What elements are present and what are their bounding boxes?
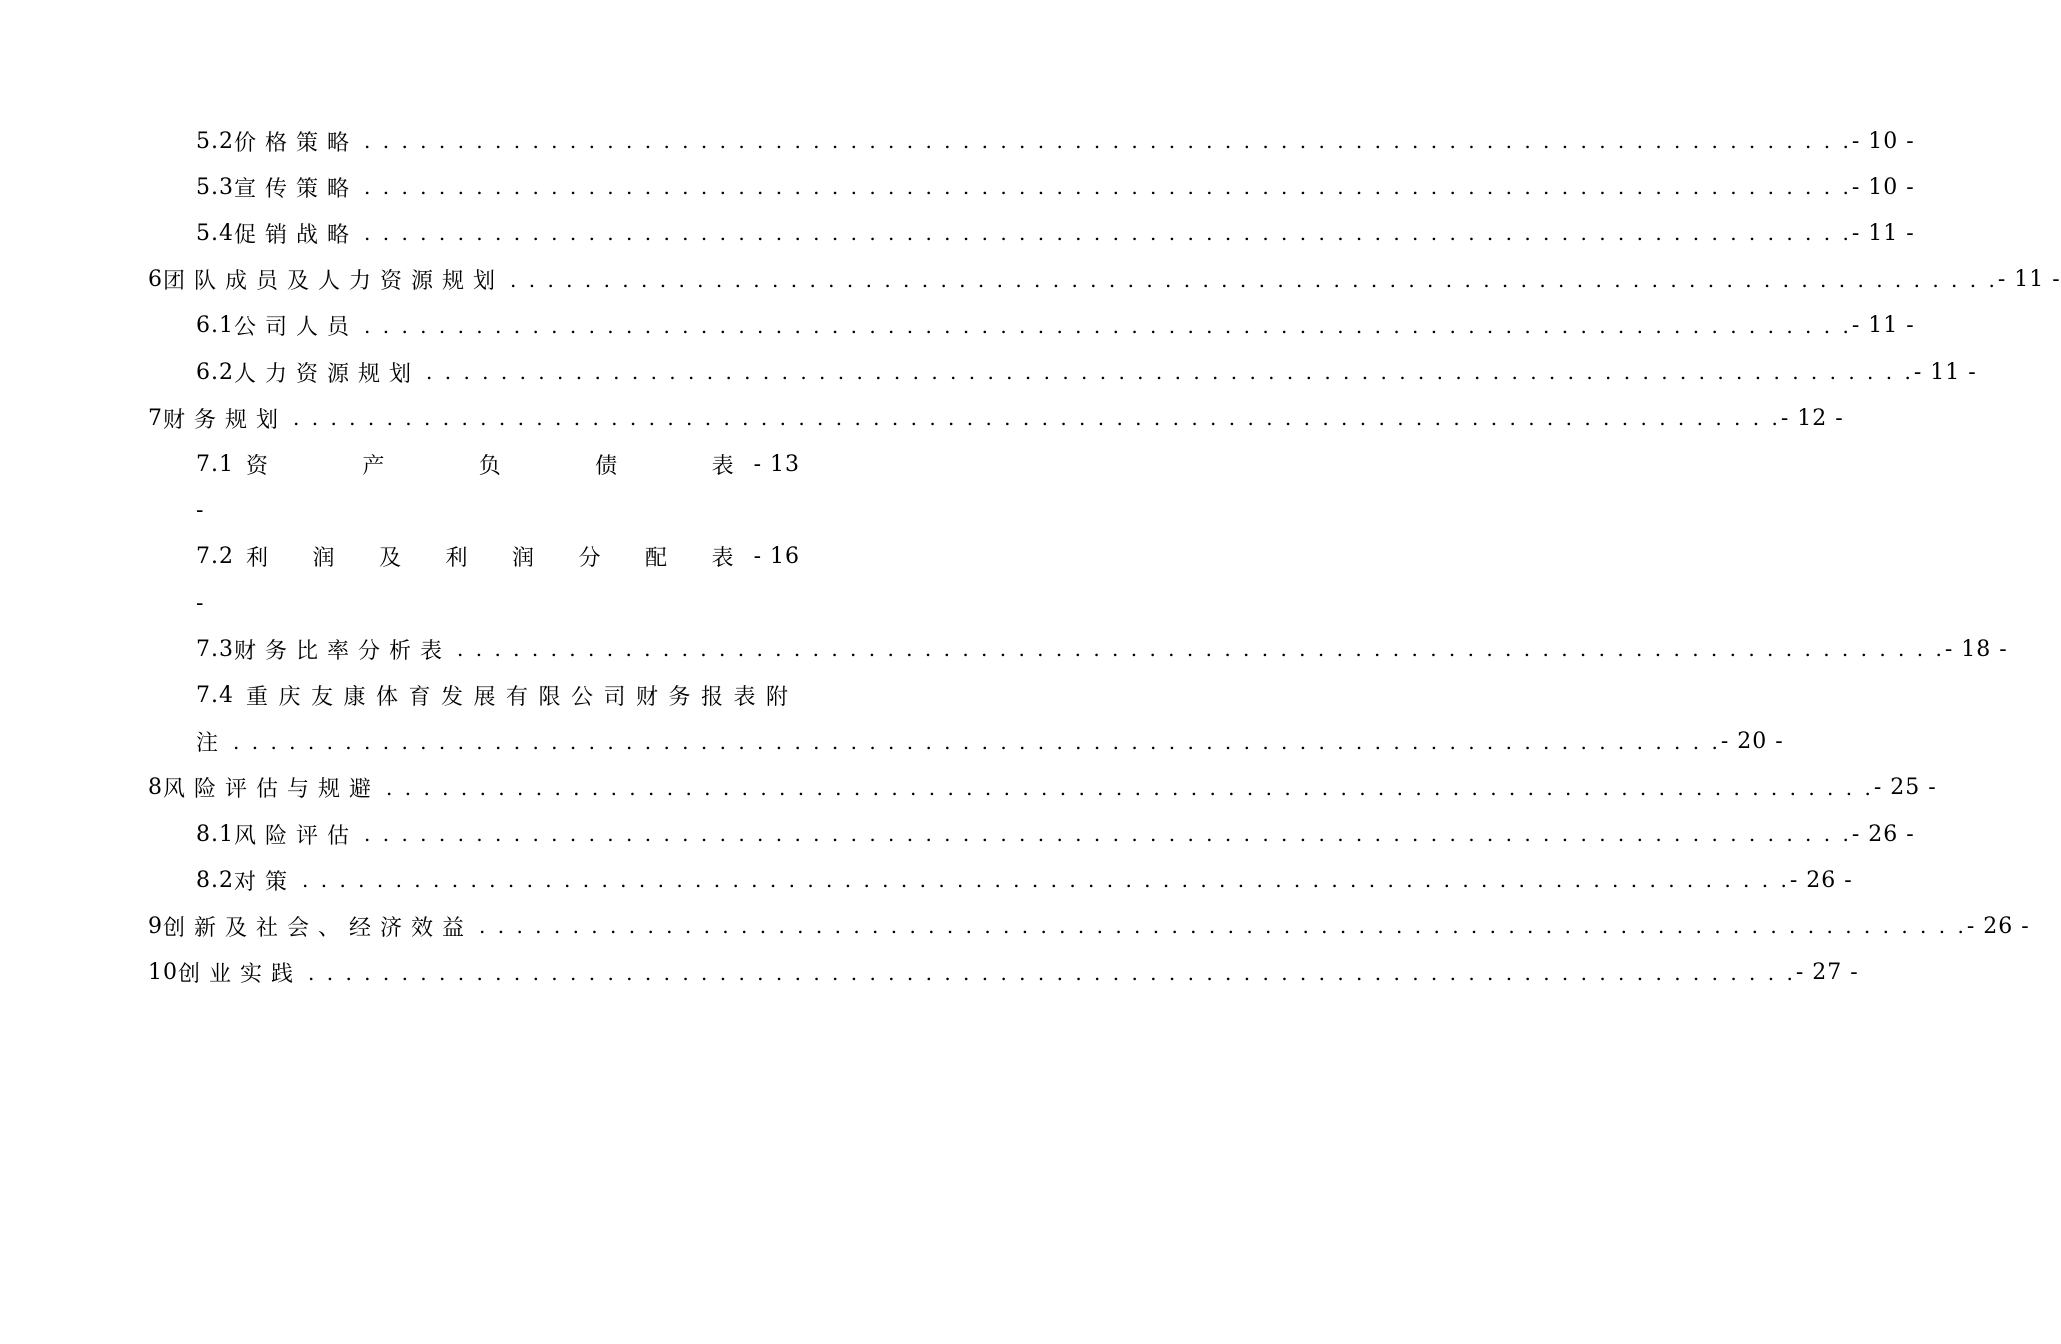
toc-leader-dots: . . . . . . . . . . . . . . . . . . . . . . . . . . . . . . . . . . . . . . . . . . . . . . . . . . . . . . . . . . . . . . . . . . . . . . . . . . . . . . . . — [364, 822, 1852, 846]
toc-entry-title: 团队成员及人力资源规划 — [163, 269, 505, 295]
toc-entry-continuation — [196, 583, 800, 623]
toc-entry-number: 5.3 — [196, 174, 234, 200]
toc-entry-number: 5.4 — [196, 220, 234, 246]
toc-leader-dots: . . . . . . . . . . . . . . . . . . . . . . . . . . . . . . . . . . . . . . . . . . . . . . . . . . . . . . . . . . . . . . . . . . . . . . . . . . . . . . . . — [308, 960, 1796, 985]
toc-leader-dots: . . . . . . . . . . . . . . . . . . . . . . . . . . . . . . . . . . . . . . . . . . . . . . . . . . . . . . . . . . . . . . . . . . . . . . . . . . . . . . . . — [293, 406, 1781, 431]
toc-title-char: 资 — [246, 453, 269, 479]
toc-entry-title: 风险评估与规避 — [163, 777, 381, 803]
toc-leader-dots: . . . . . . . . . . . . . . . . . . . . . . . . . . . . . . . . . . . . . . . . . . . . . . . . . . . . . . . . . . . . . . . . . . . . . . . . . . . . . . . . — [386, 775, 1874, 800]
toc-entry-page: - 11 - — [1851, 220, 1915, 246]
toc-entry-number: 8.1 — [196, 821, 234, 847]
toc-entry-number: 7.1 — [196, 451, 234, 477]
toc-entry — [148, 906, 2030, 946]
toc-entry-page: - 11 - — [1851, 313, 1915, 339]
toc-entry-page: - 20 - — [1720, 729, 1784, 755]
toc-entry-number: 7 — [148, 405, 163, 431]
toc-leader-dots: . . . . . . . . . . . . . . . . . . . . . . . . . . . . . . . . . . . . . . . . . . . . . . . . . . . . . . . . . . . . . . . . . . . . . . . . . . . . . . . . — [364, 313, 1852, 338]
toc-title-char: 表 — [711, 453, 734, 479]
toc-entry-title — [246, 449, 754, 480]
toc-entry — [196, 306, 1915, 346]
toc-entry-title-wrap: 注 — [196, 731, 228, 757]
toc-entry — [148, 260, 2061, 300]
toc-entry-number: 8.2 — [196, 867, 234, 893]
toc-entry — [196, 121, 1915, 161]
toc-entry-page: - 26 - — [1789, 867, 1853, 893]
toc-entry-page: - 13 — [753, 451, 800, 477]
toc-entry — [196, 352, 1977, 392]
toc-leader-dots: . . . . . . . . . . . . . . . . . . . . . . . . . . . . . . . . . . . . . . . . . . . . . . . . . . . . . . . . . . . . . . . . . . . . . . . . . . . . . . . . — [364, 175, 1852, 200]
toc-entry-title: 风险评估 — [234, 823, 359, 849]
toc-entry-title — [246, 541, 754, 572]
toc-entry — [196, 675, 800, 715]
toc-entry-page-wrap: - — [196, 498, 204, 524]
toc-entry — [148, 953, 1859, 993]
toc-entry-title: 公司人员 — [234, 315, 359, 341]
toc-title-char: 及 — [379, 546, 402, 572]
toc-entry-title: 人力资源规划 — [234, 361, 421, 387]
toc-entry-number: 9 — [148, 913, 163, 939]
toc-title-char: 利 — [445, 546, 468, 572]
toc-entry-number: 7.4 — [196, 682, 234, 708]
toc-leader-dots: . . . . . . . . . . . . . . . . . . . . . . . . . . . . . . . . . . . . . . . . . . . . . . . . . . . . . . . . . . . . . . . . . . . . . . . . . . . . . . . . — [457, 637, 1945, 662]
toc-entry-title: 重庆友康体育发展有限公司财务报表附 — [246, 684, 799, 710]
toc-leader-dots: . . . . . . . . . . . . . . . . . . . . . . . . . . . . . . . . . . . . . . . . . . . . . . . . . . . . . . . . . . . . . . . . . . . . . . . . . . . . . . . . — [364, 221, 1852, 246]
toc-leader-dots: . . . . . . . . . . . . . . . . . . . . . . . . . . . . . . . . . . . . . . . . . . . . . . . . . . . . . . . . . . . . . . . . . . . . . . . . . . . . . . . . — [302, 868, 1790, 893]
toc-entry-title: 宣传策略 — [234, 176, 359, 202]
toc-entry-page: - 27 - — [1795, 960, 1859, 986]
toc-entry-title: 创新及社会、经济效益 — [163, 915, 474, 941]
toc-entry-number: 7.2 — [196, 544, 234, 570]
toc-entry-title: 价格策略 — [234, 130, 359, 156]
toc-entry — [196, 629, 2008, 669]
toc-leader-dots: . . . . . . . . . . . . . . . . . . . . . . . . . . . . . . . . . . . . . . . . . . . . . . . . . . . . . . . . . . . . . . . . . . . . . . . . . . . . . . . . — [426, 360, 1914, 384]
toc-title-char: 产 — [362, 453, 385, 479]
toc-entry-number: 8 — [148, 775, 163, 801]
toc-entry-number: 6.1 — [196, 313, 234, 339]
toc-entry — [196, 167, 1915, 207]
toc-entry-page: - 12 - — [1780, 405, 1844, 431]
toc-entry-number: 6 — [148, 267, 163, 293]
toc-entry-title: 财务比率分析表 — [234, 638, 452, 664]
toc-entry — [196, 814, 1915, 854]
toc-entry-title: 财务规划 — [163, 407, 288, 433]
toc-entry-number: 6.2 — [196, 359, 234, 385]
toc-entry — [148, 768, 1937, 808]
toc-entry-page: - 10 - — [1851, 128, 1915, 154]
toc-entry-page: - 11 - — [1997, 267, 2061, 293]
toc-title-char: 润 — [312, 546, 335, 572]
toc-title-char: 债 — [595, 453, 618, 479]
toc-entry-number: 5.2 — [196, 128, 234, 154]
toc-title-char: 负 — [478, 453, 501, 479]
toc-title-char: 分 — [578, 546, 601, 572]
toc-entry-page: - 11 - — [1913, 359, 1977, 385]
toc-entry-page: - 18 - — [1944, 636, 2008, 662]
toc-title-char: 利 — [246, 546, 269, 572]
toc-entry-number: 7.3 — [196, 636, 234, 662]
toc-entry — [196, 860, 1853, 900]
toc-entry-page: - 26 - — [1966, 913, 2030, 939]
toc-entry-continuation — [196, 491, 800, 531]
toc-entry — [196, 444, 800, 484]
toc-entry-page: - 16 — [753, 544, 800, 570]
toc-entry-title: 对策 — [234, 869, 297, 895]
toc-entry-page: - 10 - — [1851, 174, 1915, 200]
toc-entry-number: 10 — [148, 960, 178, 986]
toc-entry — [196, 213, 1915, 253]
toc-title-char: 润 — [512, 546, 535, 572]
toc-leader-dots: . . . . . . . . . . . . . . . . . . . . . . . . . . . . . . . . . . . . . . . . . . . . . . . . . . . . . . . . . . . . . . . . . . . . . . . . . . . . . . . . — [364, 129, 1852, 153]
toc-entry-page: - 25 - — [1873, 775, 1937, 801]
toc-entry — [196, 537, 800, 577]
toc-entry-page-wrap: - — [196, 590, 204, 616]
toc-title-char: 配 — [645, 546, 668, 572]
toc-entry-title: 促销战略 — [234, 222, 359, 248]
toc-title-char: 表 — [711, 546, 734, 572]
toc-entry-page: - 26 - — [1851, 821, 1915, 847]
toc-entry — [148, 398, 1844, 438]
toc-leader-dots: . . . . . . . . . . . . . . . . . . . . . . . . . . . . . . . . . . . . . . . . . . . . . . . . . . . . . . . . . . . . . . . . . . . . . . . . . . . . . . . . — [233, 729, 1721, 754]
toc-leader-dots: . . . . . . . . . . . . . . . . . . . . . . . . . . . . . . . . . . . . . . . . . . . . . . . . . . . . . . . . . . . . . . . . . . . . . . . . . . . . . . . . — [510, 267, 1998, 292]
toc-entry-continuation — [196, 722, 1784, 762]
toc-entry-title: 创业实践 — [178, 962, 303, 988]
toc-leader-dots: . . . . . . . . . . . . . . . . . . . . . . . . . . . . . . . . . . . . . . . . . . . . . . . . . . . . . . . . . . . . . . . . . . . . . . . . . . . . . . . . — [479, 914, 1967, 939]
